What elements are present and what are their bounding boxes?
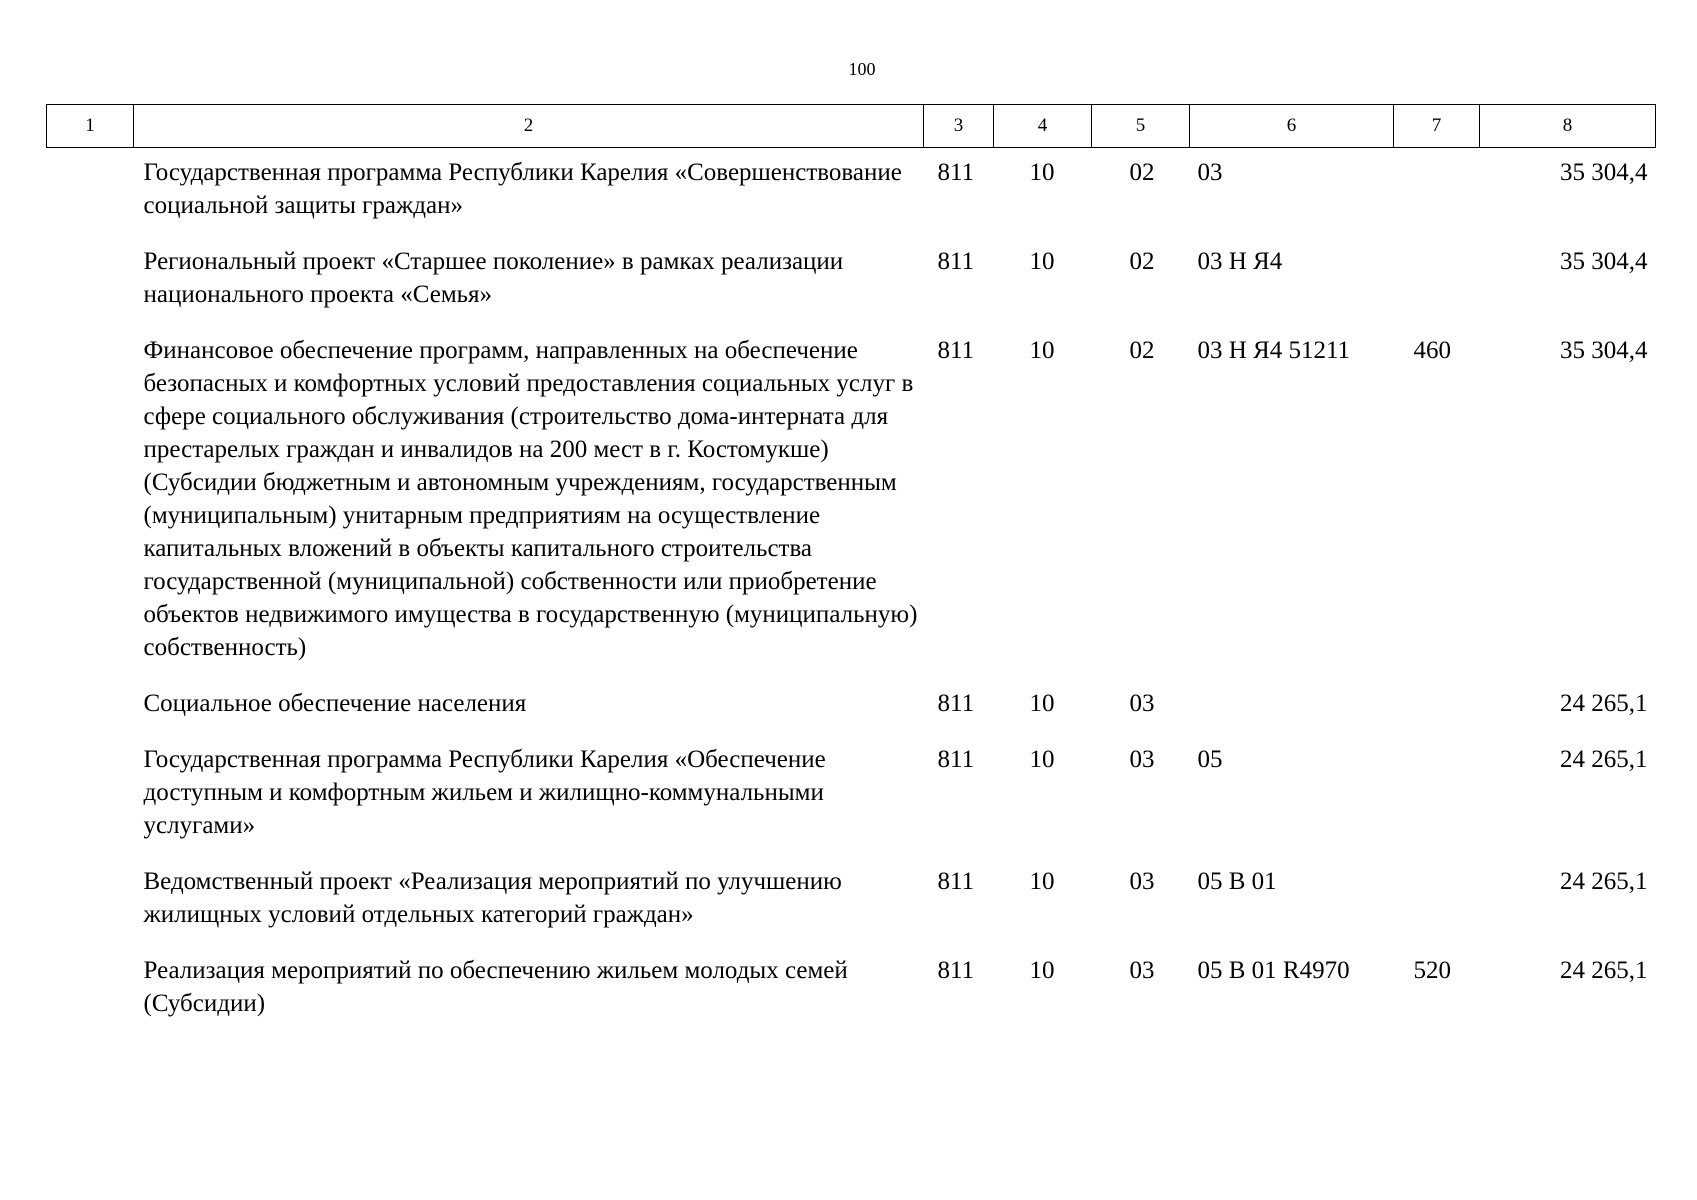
subsection-code-cell: 03 xyxy=(1129,957,1155,984)
target-article-cell: 03 Н Я4 xyxy=(1197,248,1283,275)
target-article-cell: 03 xyxy=(1197,159,1223,186)
ministry-code-cell: 811 xyxy=(937,337,975,364)
page-number: 100 xyxy=(848,59,876,79)
column-header-8: 8 xyxy=(1480,105,1656,148)
column-header-6: 6 xyxy=(1190,105,1394,148)
column-number-header-row xyxy=(47,105,1656,148)
target-article-cell xyxy=(1190,679,1394,735)
target-article-cell: 03 Н Я4 51211 xyxy=(1197,337,1351,364)
row-name-cell: Финансовое обеспечение программ, направленных на обеспечение безопасных и комфортных условий предоставления социальных услуг в сфере социального обслуживания (строительство дома-интерната для престарелых граждан и инвалидов на 200 мест в г. Костомукше) (Субсидии бюджетным и автономным учреждениям, государственным (муниципальным) унитарным предприятиям на осуществление капитальных вложений в объекты капитального строительства государственной (муниципальной) собственности или приобретение объектов недвижимого имущества в государственную (муниципальную) собственность) xyxy=(143,337,918,661)
row-name-cell: Социальное обеспечение населения xyxy=(143,690,527,717)
column-header-3: 3 xyxy=(924,105,994,148)
row-number-cell xyxy=(47,237,134,326)
column-header-4: 4 xyxy=(994,105,1092,148)
expense-type-cell: 460 xyxy=(1413,337,1451,364)
subsection-code-cell: 02 xyxy=(1129,248,1155,275)
expense-type-cell: 520 xyxy=(1413,957,1451,984)
section-code-cell: 10 xyxy=(1029,746,1055,773)
section-code-cell: 10 xyxy=(1029,337,1055,364)
amount-cell: 35 304,4 xyxy=(1560,248,1648,275)
ministry-code-cell: 811 xyxy=(937,746,975,773)
section-code-cell: 10 xyxy=(1029,690,1055,717)
column-header-5: 5 xyxy=(1092,105,1190,148)
row-number-cell xyxy=(47,735,134,857)
amount-cell: 35 304,4 xyxy=(1560,159,1648,186)
subsection-code-cell: 03 xyxy=(1129,746,1155,773)
subsection-code-cell: 03 xyxy=(1129,690,1155,717)
subsection-code-cell: 02 xyxy=(1129,337,1155,364)
row-number-cell xyxy=(47,946,134,1035)
table-row xyxy=(47,679,1656,735)
subsection-code-cell: 03 xyxy=(1129,868,1155,895)
budget-table xyxy=(46,104,1656,1035)
table-row xyxy=(47,857,1656,946)
column-header-7: 7 xyxy=(1394,105,1480,148)
section-code-cell: 10 xyxy=(1029,159,1055,186)
amount-cell: 24 265,1 xyxy=(1560,957,1648,984)
expense-type-cell xyxy=(1394,735,1480,857)
table-row xyxy=(47,946,1656,1035)
target-article-cell: 05 В 01 xyxy=(1197,868,1277,895)
amount-cell: 24 265,1 xyxy=(1560,868,1648,895)
table-row xyxy=(47,735,1656,857)
table-row xyxy=(47,237,1656,326)
expense-type-cell xyxy=(1394,857,1480,946)
ministry-code-cell: 811 xyxy=(937,159,975,186)
expense-type-cell xyxy=(1394,148,1480,238)
row-name-cell: Региональный проект «Старшее поколение» в рамках реализации национального проекта «Семья» xyxy=(143,248,844,308)
table-row xyxy=(47,148,1656,238)
section-code-cell: 10 xyxy=(1029,868,1055,895)
row-number-cell xyxy=(47,857,134,946)
row-name-cell: Государственная программа Республики Карелия «Совершенствование социальной защиты граждан» xyxy=(143,159,902,219)
row-number-cell xyxy=(47,326,134,679)
amount-cell: 24 265,1 xyxy=(1560,690,1648,717)
amount-cell: 24 265,1 xyxy=(1560,746,1648,773)
ministry-code-cell: 811 xyxy=(937,248,975,275)
row-number-cell xyxy=(47,679,134,735)
ministry-code-cell: 811 xyxy=(937,690,975,717)
column-header-1: 1 xyxy=(47,105,134,148)
subsection-code-cell: 02 xyxy=(1129,159,1155,186)
column-header-2: 2 xyxy=(134,105,924,148)
table-row xyxy=(47,326,1656,679)
target-article-cell: 05 В 01 R4970 xyxy=(1197,957,1350,984)
row-name-cell: Государственная программа Республики Карелия «Обеспечение доступным и комфортным жильем и жилищно-коммунальными услугами» xyxy=(143,746,826,839)
ministry-code-cell: 811 xyxy=(937,957,975,984)
row-number-cell xyxy=(47,148,134,238)
ministry-code-cell: 811 xyxy=(937,868,975,895)
target-article-cell: 05 xyxy=(1197,746,1223,773)
row-name-cell: Реализация мероприятий по обеспечению жильем молодых семей (Субсидии) xyxy=(143,957,848,1017)
expense-type-cell xyxy=(1394,237,1480,326)
expense-type-cell xyxy=(1394,679,1480,735)
section-code-cell: 10 xyxy=(1029,248,1055,275)
amount-cell: 35 304,4 xyxy=(1560,337,1648,364)
row-name-cell: Ведомственный проект «Реализация мероприятий по улучшению жилищных условий отдельных категорий граждан» xyxy=(143,868,842,928)
section-code-cell: 10 xyxy=(1029,957,1055,984)
